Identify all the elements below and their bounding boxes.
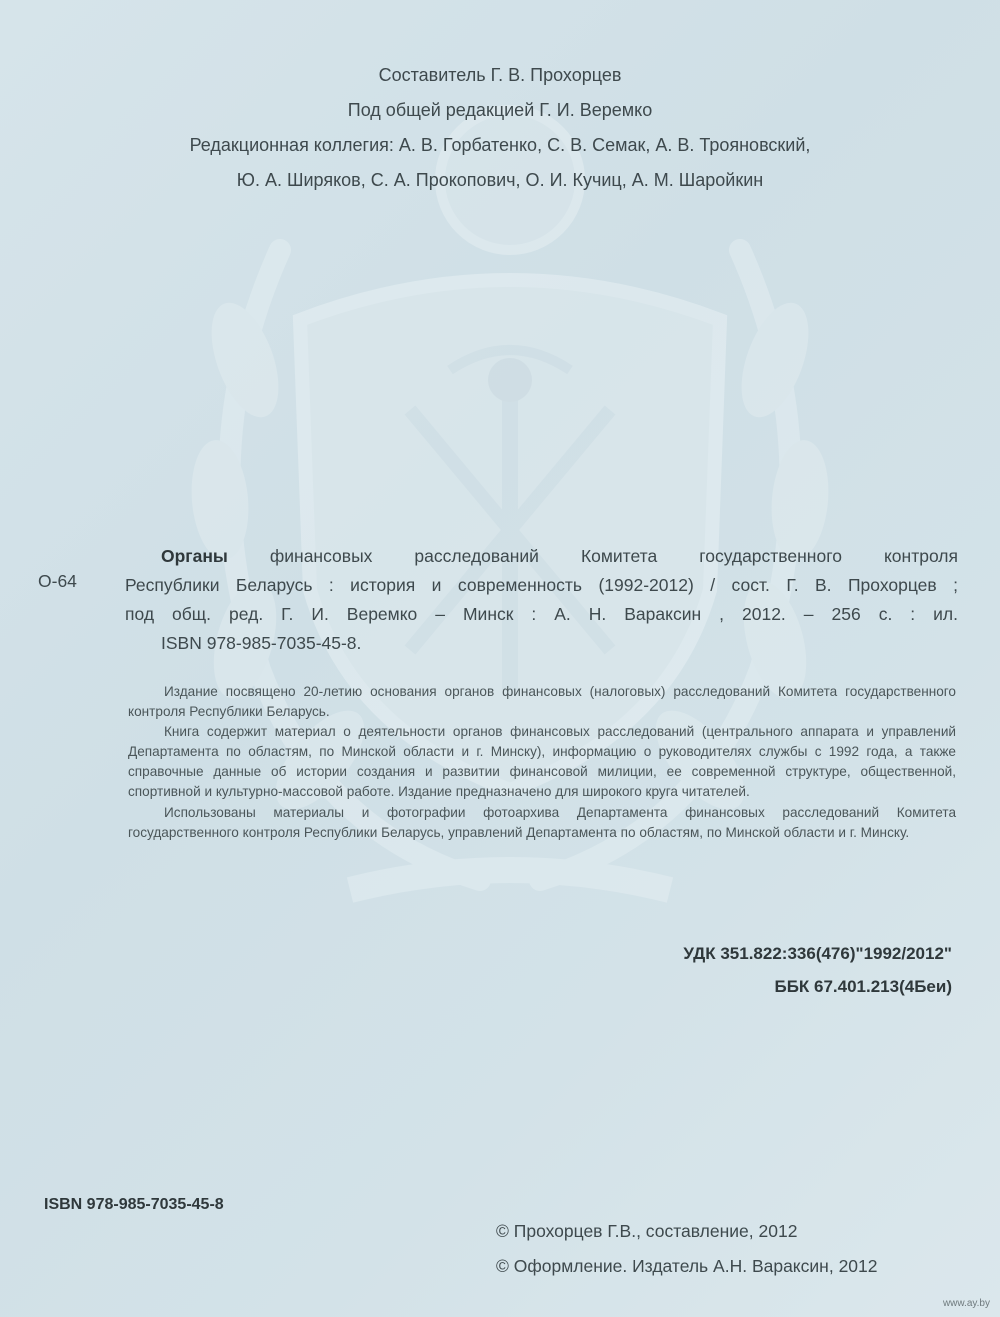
credits-block <box>0 58 1000 198</box>
copyright-line-1: © Прохорцев Г.В., составление, 2012 <box>496 1221 798 1241</box>
annotation-paragraph-3: Использованы материалы и фотографии фотоархива Департамента финансовых расследований Комитета государственного контроля Республики Беларусь, управлений Департамента по областям, по Минской области и г. Минску. <box>128 804 956 840</box>
annotation-paragraph-2: Книга содержит материал о деятельности органов финансовых расследований (центрального аппарата и управлений Департамента по областям, по Минской области и г. Минску), информацию о руководителях службы с 1992 года, а также справочные данные об истории создания и развитии финансовой милиции, ее современной структуре, общественной, спортивной и культурно-массовой работе. Издание предназначено для широкого круга читателей. <box>128 724 956 800</box>
bibliographic-record <box>125 542 958 658</box>
biblio-line-1 <box>125 542 958 571</box>
biblio-line-3: под общ. ред. Г. И. Веремко – Минск : А. Н. Вараксин , 2012. – 256 с. : ил. <box>125 604 958 624</box>
biblio-isbn: ISBN 978-985-7035-45-8. <box>161 633 362 653</box>
copyright-block <box>496 1214 878 1284</box>
isbn-bottom: ISBN 978-985-7035-45-8 <box>44 1196 224 1213</box>
compiler-line: Составитель Г. В. Прохорцев <box>378 65 622 85</box>
biblio-line-2: Республики Беларусь : история и современность (1992-2012) / сост. Г. В. Прохорцев ; <box>125 575 958 595</box>
annotation <box>128 682 956 843</box>
bbk-code: ББК 67.401.213(4Беи) <box>774 977 952 996</box>
biblio-title-bold: Органы <box>161 546 228 566</box>
classification-codes <box>683 937 952 1003</box>
editorial-board-line-1: Редакционная коллегия: А. В. Горбатенко, С. В. Семак, А. В. Трояновский, <box>189 135 811 155</box>
corner-watermark-text: www.ay.by <box>942 1298 990 1309</box>
catalog-code: О-64 <box>38 571 77 591</box>
annotation-paragraph-1: Издание посвящено 20-летию основания органов финансовых (налоговых) расследований Комитета государственного контроля Республики Беларусь. <box>128 684 956 720</box>
udk-code: УДК 351.822:336(476)"1992/2012" <box>683 944 952 963</box>
editorial-board-line-2: Ю. А. Ширяков, С. А. Прокопович, О. И. Кучиц, А. М. Шаройкин <box>236 170 764 190</box>
editor-line: Под общей редакцией Г. И. Веремко <box>347 100 653 120</box>
biblio-title-rest: финансовых расследований Комитета государственного контроля <box>269 546 958 566</box>
copyright-line-2: © Оформление. Издатель А.Н. Вараксин, 2012 <box>496 1256 878 1276</box>
